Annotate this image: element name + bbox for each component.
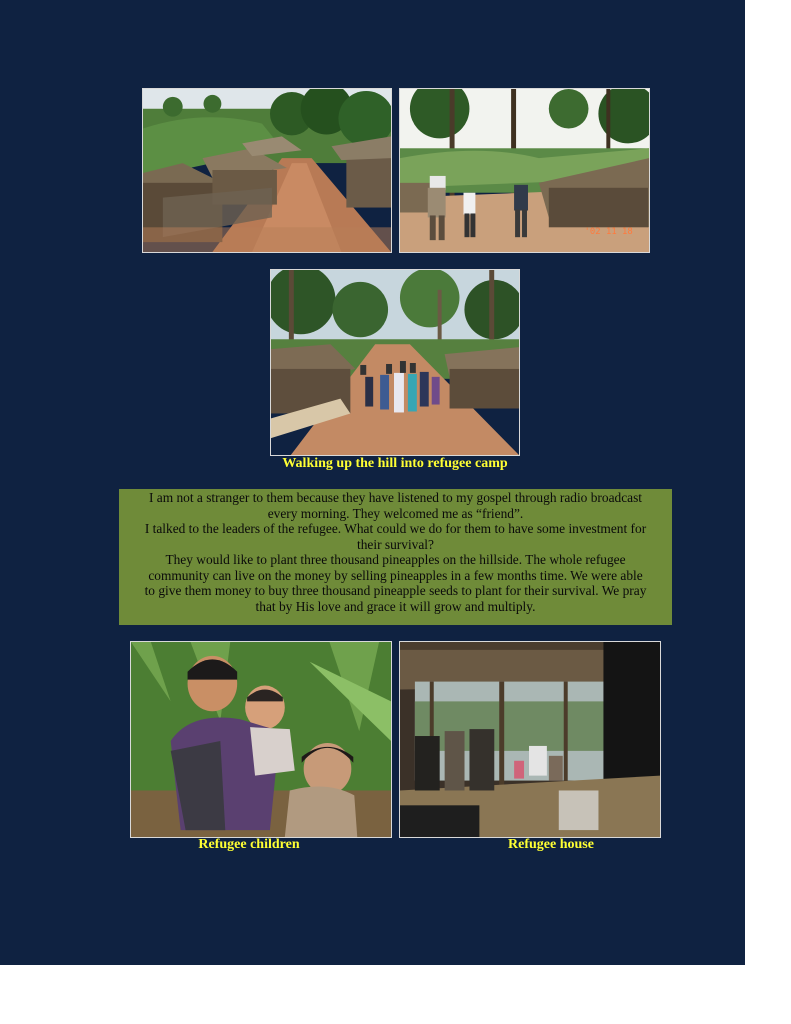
village-road-photo	[142, 88, 392, 253]
refugee-house-photo	[399, 641, 661, 838]
house-caption: Refugee house	[508, 837, 594, 852]
walking-men-photo	[399, 88, 650, 253]
date-stamp: '02 11 18	[584, 227, 633, 238]
walking-up-caption: Walking up the hill into refugee camp	[282, 456, 508, 471]
group-walking-photo	[270, 269, 520, 456]
story-line: I am not a stranger to them because they have listened to my gospel through radio broadcast	[148, 490, 643, 505]
story-line: They would like to plant three thousand pineapples on the hillside. The whole refugee	[165, 552, 626, 567]
story-line: their survival?	[357, 536, 434, 552]
story-line: every morning. They welcomed me as “friend”.	[267, 505, 524, 521]
children-caption: Refugee children	[198, 837, 300, 852]
refugee-children-photo	[130, 641, 392, 838]
story-text-box	[119, 489, 672, 625]
story-line: to give them money to buy three thousand pineapple seeds to plant for their survival. We pray	[144, 583, 647, 598]
story-line: I talked to the leaders of the refugee. What could we do for them to have some investment for	[144, 521, 647, 536]
story-line: community can live on the money by selling pineapples in a few months time. We were able	[148, 567, 643, 583]
story-line: that by His love and grace it will grow and multiply.	[255, 598, 536, 614]
